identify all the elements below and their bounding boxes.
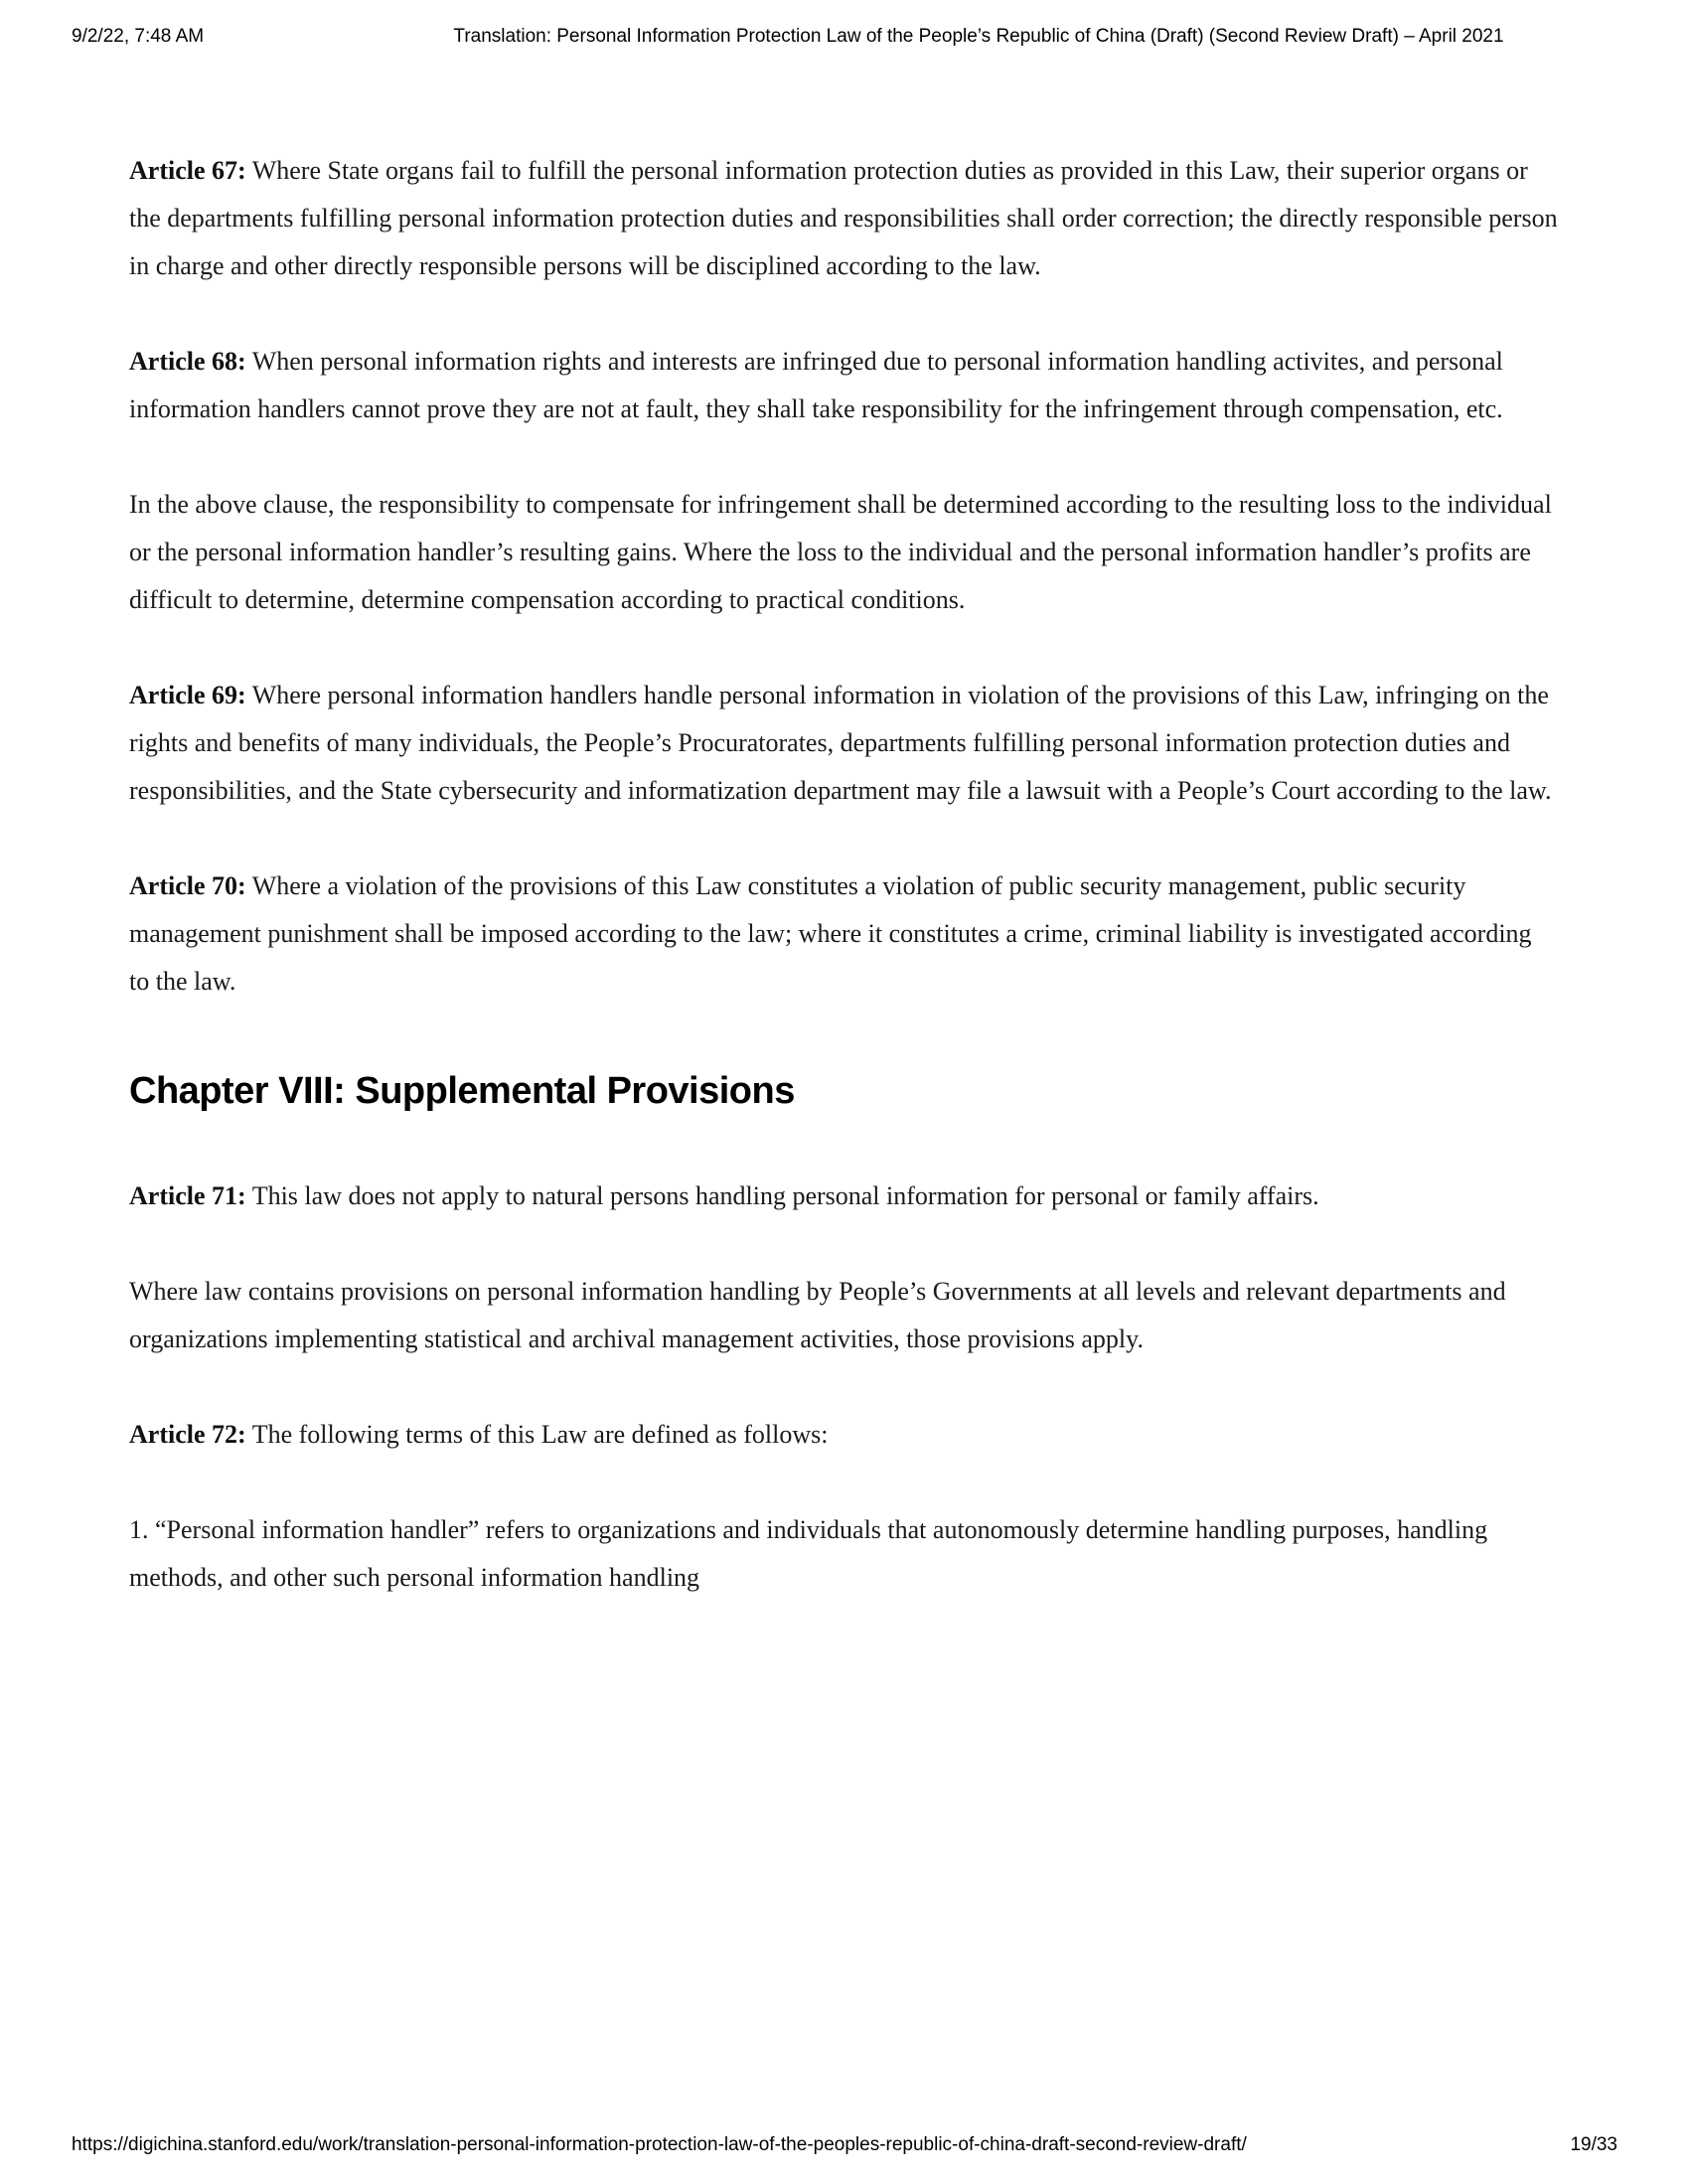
paragraph-article-69 (129, 672, 1558, 815)
article-70-label: Article 70: (129, 871, 246, 900)
article-68-label: Article 68: (129, 347, 246, 376)
page-number: 19/33 (1570, 2134, 1617, 2155)
definition-1-text: 1. “Personal information handler” refers to organizations and individuals that autonomously determine handling purposes, handling methods, and other such personal information handling (129, 1515, 1488, 1592)
article-67-text: Where State organs fail to fulfill the personal information protection duties as provided in this Law, their superior organs or the departments fulfilling personal information protection duties and responsibilities shall order correction; the directly responsible person in charge and other directly responsible persons will be disciplined according to the law. (129, 156, 1558, 280)
article-72-label: Article 72: (129, 1420, 246, 1449)
article-69-text: Where personal information handlers handle personal information in violation of the provisions of this Law, infringing on the rights and benefits of many individuals, the People’s Procuratorates, departments fulfilling personal information protection duties and responsibilities, and the State cybersecurity and informatization department may file a lawsuit with a People’s Court according to the law. (129, 681, 1552, 805)
paragraph-article-72 (129, 1411, 1558, 1459)
chapter-viii-heading: Chapter VIII: Supplemental Provisions (129, 1070, 795, 1112)
article-72-text: The following terms of this Law are defined as follows: (251, 1420, 829, 1449)
print-header (72, 26, 1617, 48)
paragraph-article-67 (129, 147, 1558, 290)
print-datetime: 9/2/22, 7:48 AM (72, 26, 205, 47)
paragraph-article-71 (129, 1172, 1558, 1220)
article-68-text: When personal information rights and interests are infringed due to personal information handling activites, and personal information handlers cannot prove they are not at fault, they shall take responsibility for the infringement through compensation, etc. (129, 347, 1503, 423)
article-69-label: Article 69: (129, 681, 246, 709)
document-content (129, 147, 1558, 1649)
article-70-text: Where a violation of the provisions of this Law constitutes a violation of public security management, public security management punishment shall be imposed according to the law; where it constitutes a crime, criminal liability is investigated according to the law. (129, 871, 1532, 996)
paragraph-article-68-continuation (129, 481, 1558, 624)
article-71-label: Article 71: (129, 1181, 246, 1210)
article-67-label: Article 67: (129, 156, 246, 185)
print-document-title: Translation: Personal Information Protection Law of the People’s Republic of China (Draft) (Second Review Draft) – April 2021 (453, 26, 1504, 47)
article-71-text: This law does not apply to natural persons handling personal information for personal or family affairs. (251, 1181, 1319, 1210)
paragraph-article-68 (129, 338, 1558, 433)
paragraph-article-71-continuation (129, 1268, 1558, 1363)
paragraph-article-70 (129, 862, 1558, 1006)
paragraph-definition-1 (129, 1506, 1558, 1602)
article-71-continuation-text: Where law contains provisions on personal information handling by People’s Governments at all levels and relevant departments and organizations implementing statistical and archival management activities, those provisions apply. (129, 1277, 1506, 1353)
print-source-url: https://digichina.stanford.edu/work/translation-personal-information-protection-law-of-the-peoples-republic-of-china-draft-second-review-draft/ (72, 2134, 1247, 2155)
print-footer (72, 2134, 1617, 2156)
article-68-continuation-text: In the above clause, the responsibility to compensate for infringement shall be determined according to the resulting loss to the individual or the personal information handler’s resulting gains. Where the loss to the individual and the personal information handler’s profits are difficult to determine, determine compensation according to practical conditions. (129, 490, 1552, 614)
